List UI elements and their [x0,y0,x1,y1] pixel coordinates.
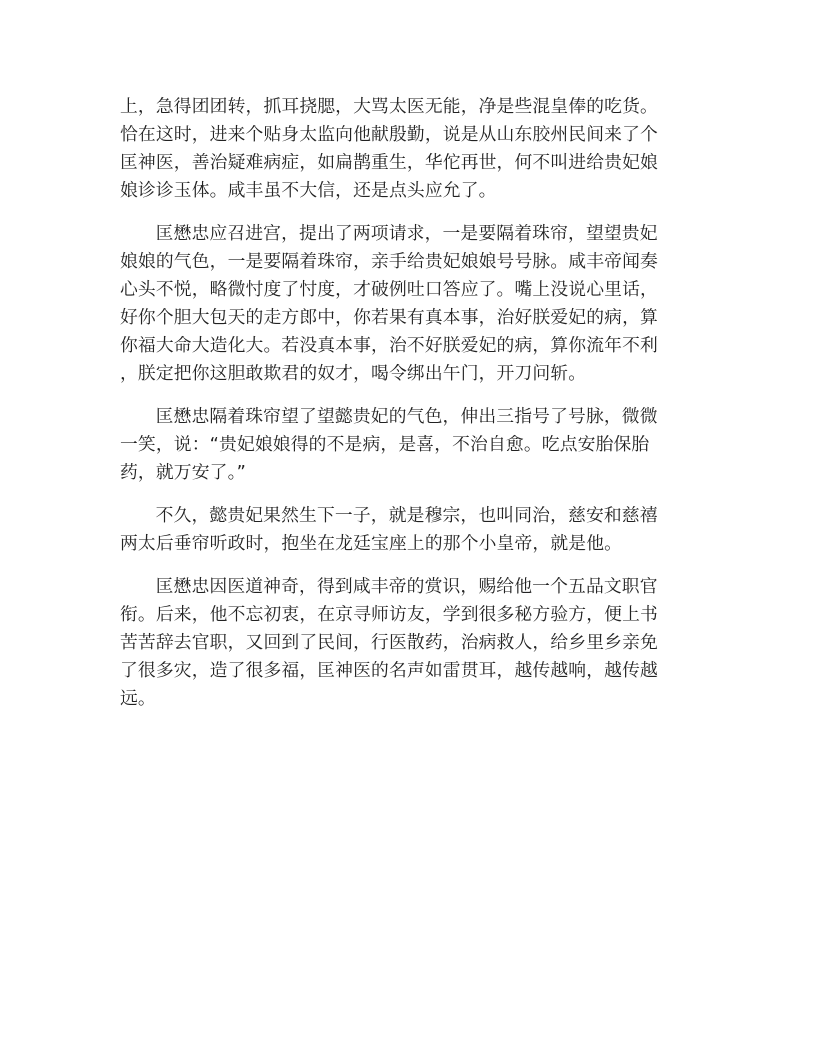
paragraph-3-line-1: 匡懋忠隔着珠帘望了望懿贵妃的气色，伸出三指号了号脉，微微 [155,406,658,427]
paragraph-2-line-6: ，朕定把你这胆敢欺君的奴才，喝令绑出午门，开刀问斩。 [120,363,587,384]
paragraph-5-line-2: 衔。后来，他不忘初衷，在京寻师访友，学到很多秘方验方，便上书 [120,604,658,625]
document-body [120,93,698,728]
paragraph-5-line-4: 了很多灾，造了很多福，匡神医的名声如雷贯耳，越传越响，越传越 [120,660,658,681]
paragraph-5 [120,573,698,713]
paragraph-1-line-2: 恰在这时，进来个贴身太监向他献殷勤，说是从山东胶州民间来了个 [120,124,658,145]
paragraph-1-line-4: 娘诊诊玉体。咸丰虽不大信，还是点头应允了。 [120,180,497,201]
paragraph-2-line-5: 你福大命大造化大。若没真本事，治不好朕爱妃的病，算你流年不利 [120,335,658,356]
paragraph-3-line-3: 药，就万安了。” [120,462,246,483]
paragraph-2-line-4: 好你个胆大包天的走方郎中，你若果有真本事，治好朕爱妃的病，算 [120,307,658,328]
paragraph-5-line-3: 苦苦辞去官职，又回到了民间，行医散药，治病救人，给乡里乡亲免 [120,632,658,653]
paragraph-2-line-1: 匡懋忠应召进宫，提出了两项请求，一是要隔着珠帘，望望贵妃 [155,223,658,244]
paragraph-5-line-5: 远。 [120,688,156,709]
paragraph-2 [120,220,698,388]
paragraph-4-line-1: 不久，懿贵妃果然生下一子，就是穆宗，也叫同治，慈安和慈禧 [155,505,658,526]
paragraph-3-line-2: 一笑，说：“贵妃娘娘得的不是病，是喜，不治自愈。吃点安胎保胎 [120,434,650,455]
paragraph-1-line-3: 匡神医，善治疑难病症，如扁鹊重生，华佗再世，何不叫进给贵妃娘 [120,152,658,173]
paragraph-2-line-3: 心头不悦，略微忖度了忖度，才破例吐口答应了。嘴上没说心里话， [120,279,658,300]
paragraph-4-line-2: 两太后垂帘听政时，抱坐在龙廷宝座上的那个小皇帝，就是他。 [120,533,623,554]
paragraph-1 [120,93,698,205]
paragraph-4 [120,502,698,558]
paragraph-2-line-2: 娘娘的气色，一是要隔着珠帘，亲手给贵妃娘娘号号脉。咸丰帝闻奏 [120,251,658,272]
paragraph-1-line-1: 上，急得团团转，抓耳挠腮，大骂太医无能，净是些混皇俸的吃货。 [120,96,658,117]
paragraph-5-line-1: 匡懋忠因医道神奇，得到咸丰帝的赏识，赐给他一个五品文职官 [155,576,658,597]
paragraph-3 [120,403,698,487]
